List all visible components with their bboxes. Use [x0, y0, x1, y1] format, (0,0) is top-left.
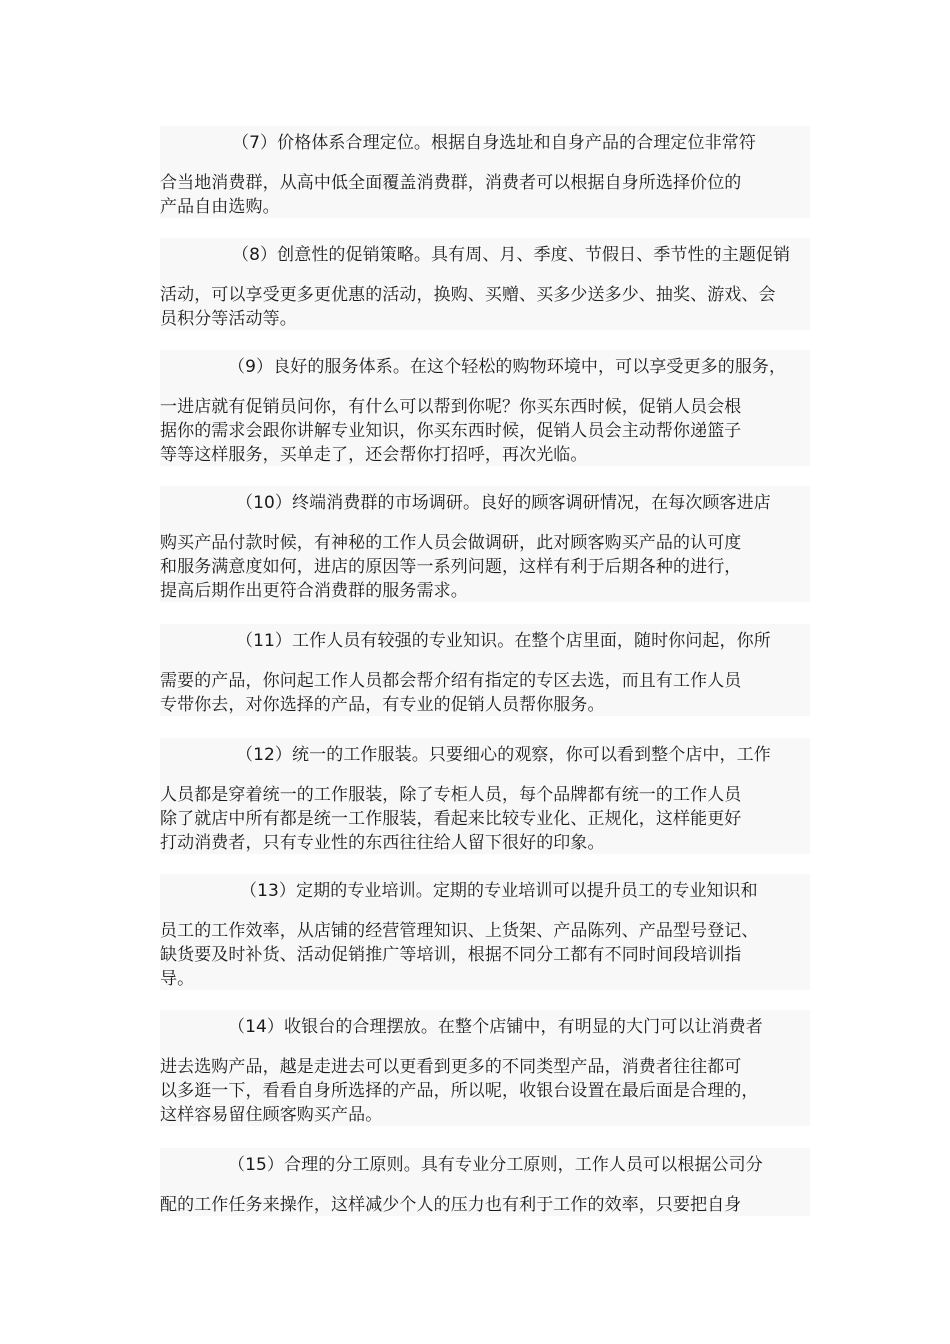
paragraph-9 — [160, 350, 810, 466]
paragraph-line: 活动，可以享受更多更优惠的活动，换购、买赠、买多少送多少、抽奖、游戏、会 — [160, 285, 776, 305]
paragraph-15 — [160, 1148, 810, 1216]
paragraph-line: （10）终端消费群的市场调研。良好的顾客调研情况，在每次顾客进店 — [236, 493, 771, 513]
paragraph-line: 专带你去，对你选择的产品，有专业的促销人员帮你服务。 — [160, 695, 605, 715]
paragraph-11 — [160, 624, 810, 716]
paragraph-line: 打动消费者，只有专业性的东西往往给人留下很好的印象。 — [160, 833, 605, 853]
paragraph-line: 配的工作任务来操作，这样减少个人的压力也有利于工作的效率，只要把自身 — [160, 1195, 742, 1215]
paragraph-line: 据你的需求会跟你讲解专业知识，你买东西时候，促销人员会主动帮你递篮子 — [160, 421, 742, 441]
paragraph-8 — [160, 238, 810, 330]
paragraph-line: 这样容易留住顾客购买产品。 — [160, 1105, 383, 1125]
paragraph-line: （7）价格体系合理定位。根据自身选址和自身产品的合理定位非常符 — [232, 133, 756, 153]
paragraph-line: 除了就店中所有都是统一工作服装，看起来比较专业化、正规化，这样能更好 — [160, 809, 742, 829]
paragraph-line: （12）统一的工作服装。只要细心的观察，你可以看到整个店中，工作 — [236, 745, 771, 765]
paragraph-line: 购买产品付款时候，有神秘的工作人员会做调研，此对顾客购买产品的认可度 — [160, 533, 742, 553]
paragraph-line: 和服务满意度如何，进店的原因等一系列问题，这样有利于后期各种的进行， — [160, 557, 742, 577]
paragraph-line: 导。 — [160, 969, 195, 989]
paragraph-line: （11）工作人员有较强的专业知识。在整个店里面，随时你问起，你所 — [236, 631, 771, 651]
paragraph-line: 产品自由选购。 — [160, 197, 280, 217]
paragraph-line: 以多逛一下，看看自身所选择的产品，所以呢，收银台设置在最后面是合理的， — [160, 1081, 759, 1101]
paragraph-line: （13）定期的专业培训。定期的专业培训可以提升员工的专业知识和 — [240, 881, 758, 901]
paragraph-13 — [160, 874, 810, 990]
paragraph-line: 员工的工作效率，从店铺的经营管理知识、上货架、产品陈列、产品型号登记、 — [160, 921, 759, 941]
paragraph-line: 提高后期作出更符合消费群的服务需求。 — [160, 581, 468, 601]
paragraph-7 — [160, 126, 810, 218]
paragraph-12 — [160, 738, 810, 854]
paragraph-line: （9）良好的服务体系。在这个轻松的购物环境中，可以享受更多的服务， — [228, 357, 787, 377]
paragraph-line: 员积分等活动等。 — [160, 309, 297, 329]
paragraph-line: 合当地消费群，从高中低全面覆盖消费群，消费者可以根据自身所选择价位的 — [160, 173, 742, 193]
paragraph-line: 一进店就有促销员问你，有什么可以帮到你呢？你买东西时候，促销人员会根 — [160, 397, 742, 417]
paragraph-line: （15）合理的分工原则。具有专业分工原则，工作人员可以根据公司分 — [228, 1155, 763, 1175]
paragraph-line: （14）收银台的合理摆放。在整个店铺中，有明显的大门可以让消费者 — [228, 1017, 763, 1037]
paragraph-10 — [160, 486, 810, 602]
paragraph-14 — [160, 1010, 810, 1126]
paragraph-line: （8）创意性的促销策略。具有周、月、季度、节假日、季节性的主题促销 — [232, 245, 791, 265]
paragraph-line: 需要的产品，你问起工作人员都会帮介绍有指定的专区去选，而且有工作人员 — [160, 671, 742, 691]
paragraph-line: 人员都是穿着统一的工作服装，除了专柜人员，每个品牌都有统一的工作人员 — [160, 785, 742, 805]
paragraph-line: 缺货要及时补货、活动促销推广等培训，根据不同分工都有不同时间段培训指 — [160, 945, 742, 965]
paragraph-line: 等等这样服务，买单走了，还会帮你打招呼，再次光临。 — [160, 445, 588, 465]
paragraph-line: 进去选购产品，越是走进去可以更看到更多的不同类型产品，消费者往往都可 — [160, 1057, 742, 1077]
